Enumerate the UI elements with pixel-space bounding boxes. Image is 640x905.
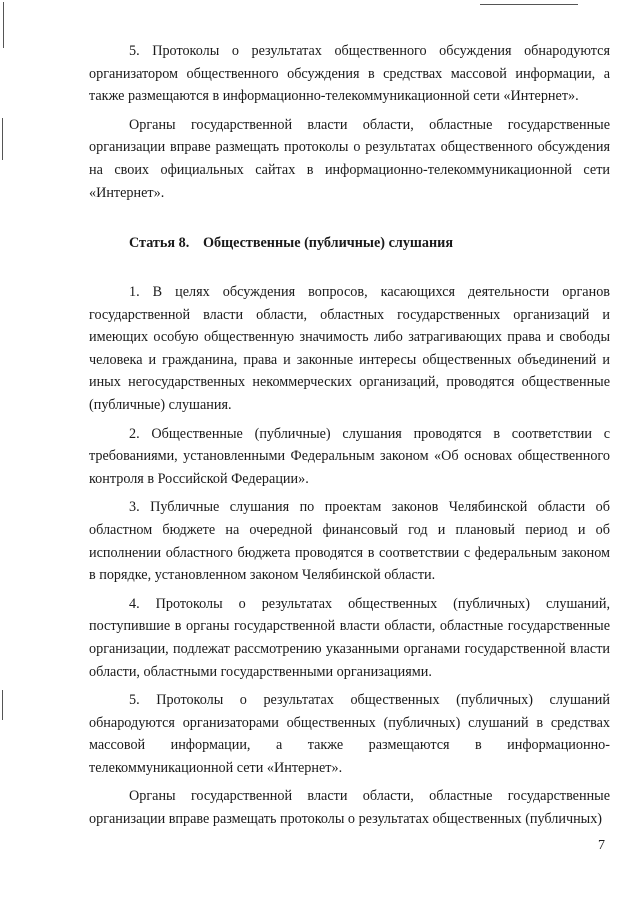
scan-edge-line-mid-left (2, 118, 3, 160)
paragraph-5-discussion: 5. Протоколы о результатах общественного обсуждения обнародуются организатором общественного обсуждения в средствах массовой информации, а также размещаются в информационно-телекоммуникационной сети «Интернет». (89, 43, 610, 105)
scan-edge-line-bottom-left (2, 690, 3, 720)
page-number: 7 (598, 838, 605, 853)
article-heading (129, 232, 453, 254)
scan-edge-line-top-left (3, 2, 4, 48)
scan-edge-line-top-right (480, 4, 578, 5)
paragraph-4: 4. Протоколы о результатах общественных (публичных) слушаний, поступившие в органы государственной власти области, областные государственные организации, подлежат рассмотрению указанными органами государственной власти области, областными государственными организациями. (89, 595, 610, 680)
paragraph-5: 5. Протоколы о результатах общественных (публичных) слушаний обнародуются организаторами общественных (публичных) слушаний в средствах массовой информации, а также размещаются в информационно-телекоммуникационной сети «Интернет». (89, 692, 610, 776)
top-paragraphs (89, 40, 610, 210)
article-number: Статья 8. (129, 235, 190, 251)
paragraph-3: 3. Публичные слушания по проектам законов Челябинской области об областном бюджете на очередной финансовый год и плановый период и об исполнении областного бюджета проводятся в соответствии с федеральным законом в порядке, установленном законом Челябинской области. (89, 499, 610, 584)
article-paragraphs (89, 281, 610, 837)
paragraph-1: 1. В целях обсуждения вопросов, касающихся деятельности органов государственной власти области, областных государственных организаций и имеющих особую общественную значимость либо затрагивающих права и свободы человека и гражданина, права и законные интересы общественных объединений и иных негосударственных некоммерческих организаций, проводятся общественные (публичные) слушания. (89, 284, 610, 413)
paragraph-official-sites: Органы государственной власти области, областные государственные организации вправе размещать протоколы о результатах общественного обсуждения на своих официальных сайтах в информационно-телекоммуникационной сети «Интернет». (89, 116, 610, 201)
article-title: Общественные (публичные) слушания (203, 235, 454, 251)
paragraph-official-sites-hearings: Органы государственной власти области, областные государственные организации вправе размещать протоколы о результатах общественных (публичных) (89, 788, 610, 828)
paragraph-2: 2. Общественные (публичные) слушания проводятся в соответствии с требованиями, установленными Федеральным законом «Об основах общественного контроля в Российской Федерации». (89, 425, 610, 487)
